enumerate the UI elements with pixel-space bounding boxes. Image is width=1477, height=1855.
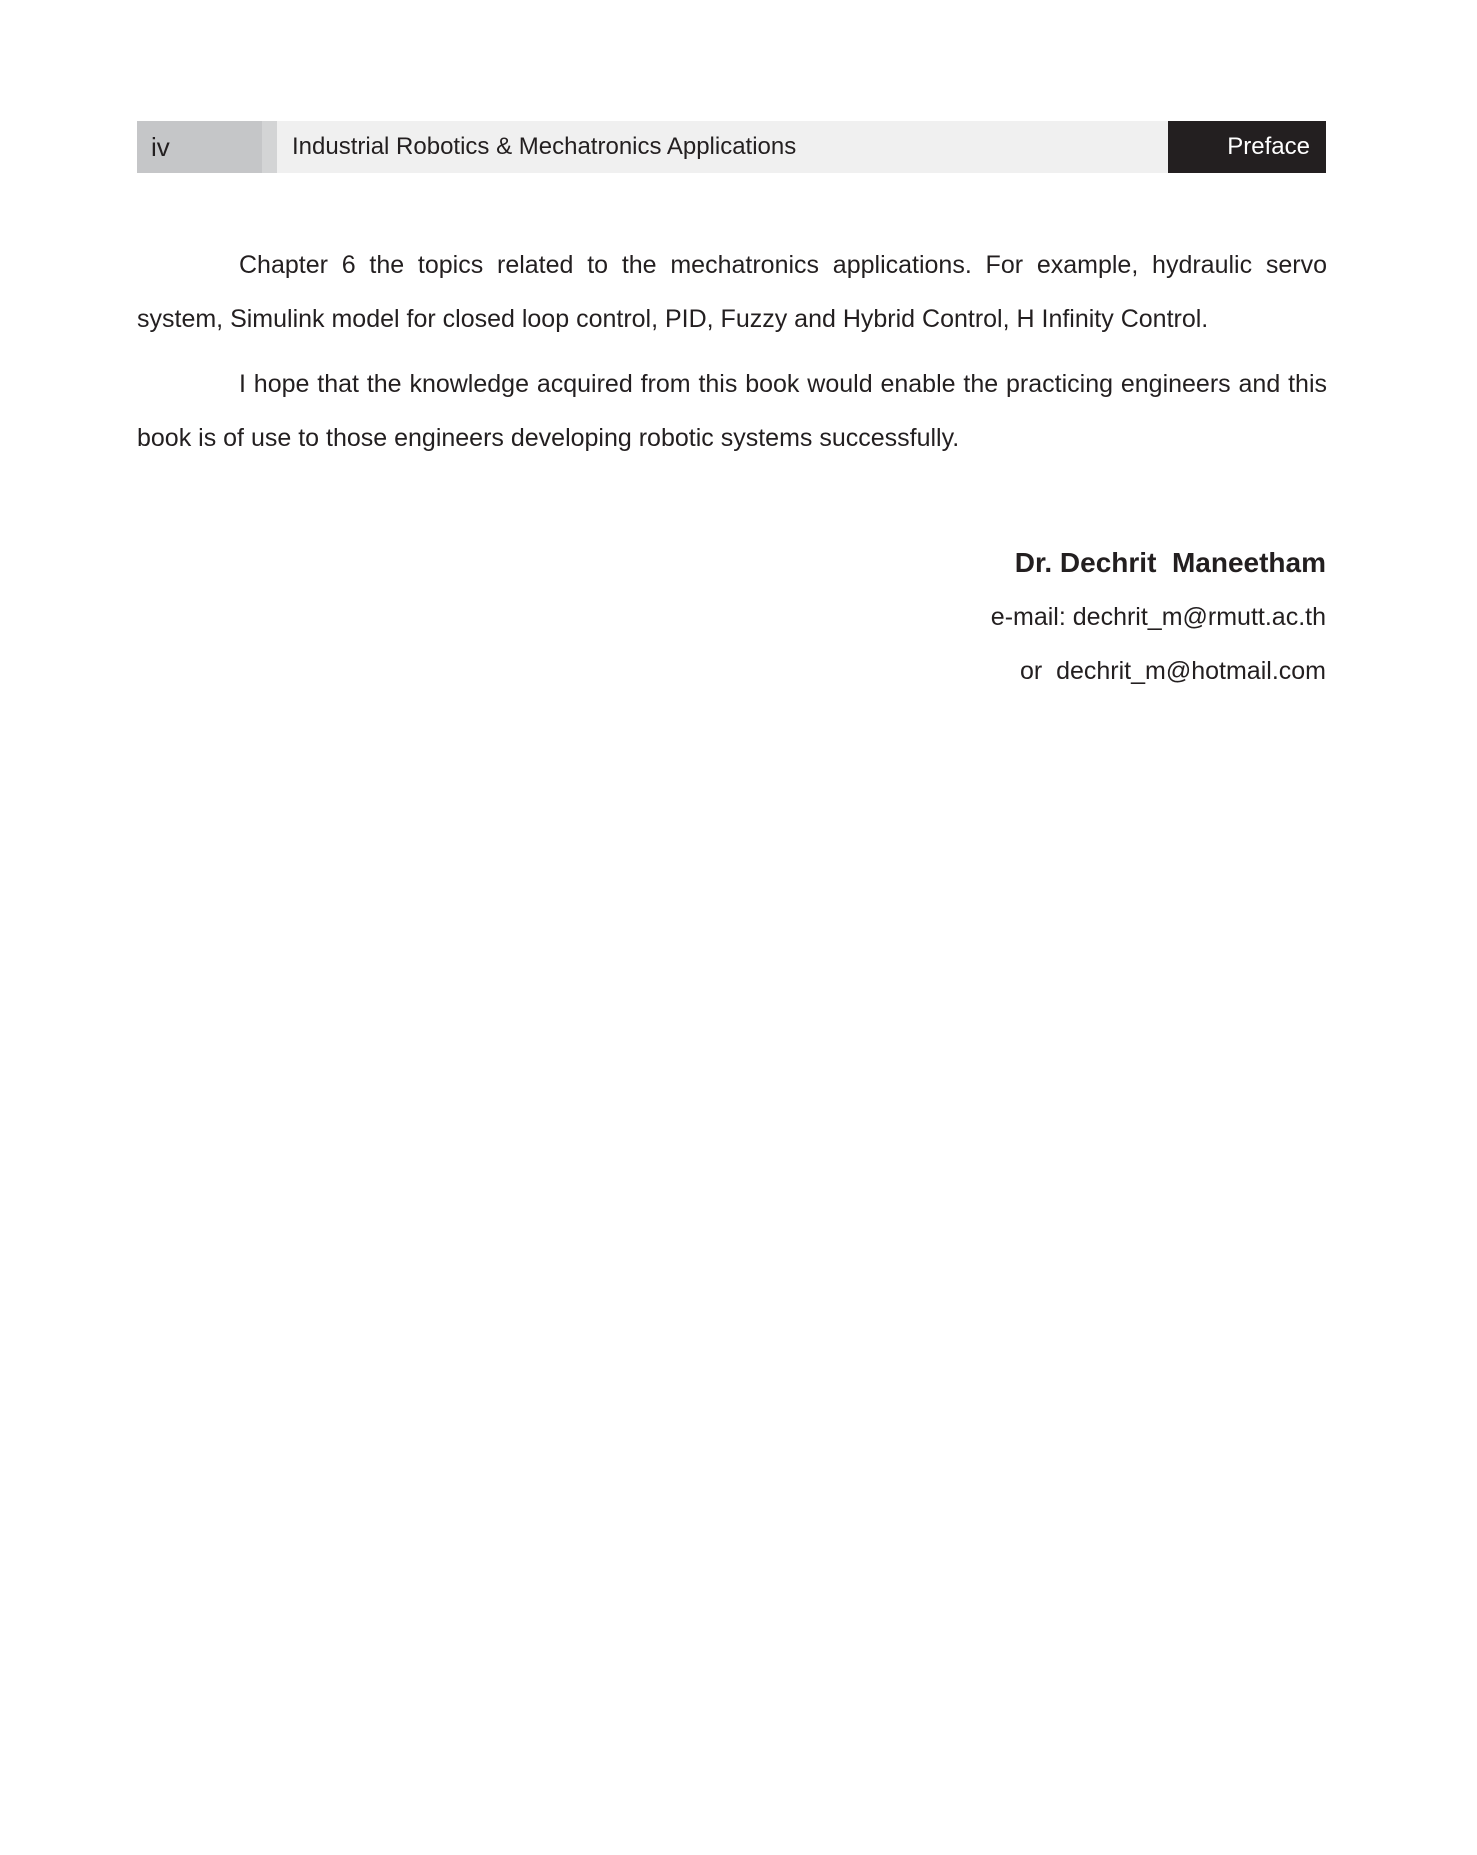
paragraph-chapter-6: Chapter 6 the topics related to the mechatronics applications. For example, hydraulic servo system, Simulink model for closed loop control, PID, Fuzzy and Hybrid Control, H Infinity Control. xyxy=(137,251,1327,333)
author-signature xyxy=(137,536,1326,698)
preface-body xyxy=(137,238,1327,476)
paragraph-closing: I hope that the knowledge acquired from this book would enable the practicing engineers and this book is of use to those engineers developing robotic systems successfully. xyxy=(137,370,1327,452)
header-divider xyxy=(262,121,277,173)
author-email: e-mail: dechrit_m@rmutt.ac.th xyxy=(990,603,1326,631)
section-label: Preface xyxy=(1168,121,1326,173)
running-header xyxy=(137,121,1326,173)
author-alt-email: or dechrit_m@hotmail.com xyxy=(1019,657,1326,685)
page-number: iv xyxy=(137,121,262,173)
book-title: Industrial Robotics & Mechatronics Applications xyxy=(277,121,1168,173)
author-name: Dr. Dechrit Maneetham xyxy=(1014,547,1326,578)
